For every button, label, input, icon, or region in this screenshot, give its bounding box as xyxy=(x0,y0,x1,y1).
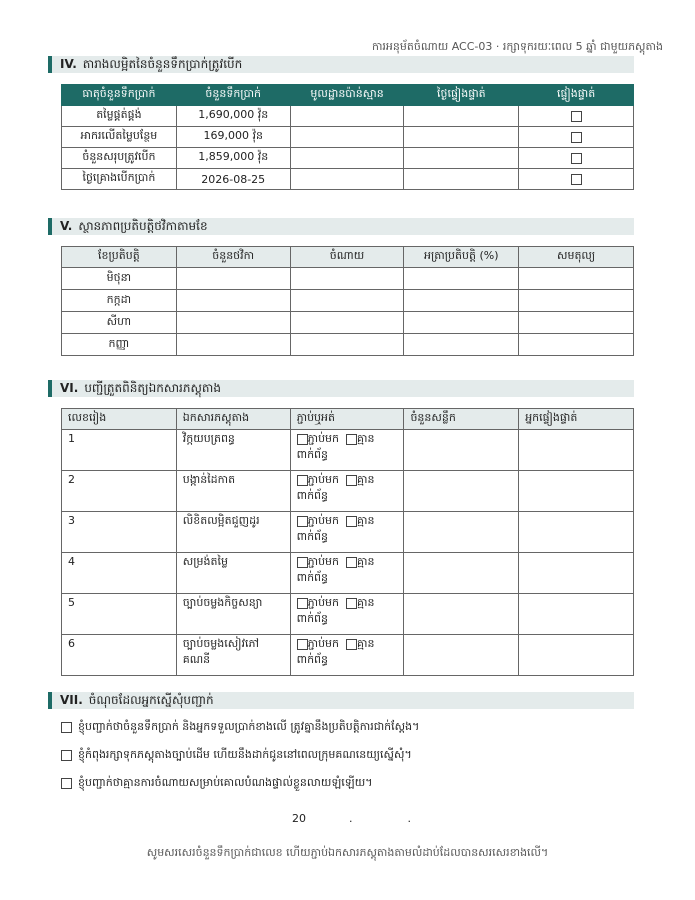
document-name: ច្បាប់ចម្លងសៀវភៅគណនី xyxy=(176,635,290,676)
amount-cell: 1,859,000 វ៉ុន xyxy=(176,148,290,169)
table-row xyxy=(62,512,634,553)
verifier-cell[interactable] xyxy=(519,635,634,676)
table-header-row xyxy=(62,247,634,268)
section-6-heading xyxy=(48,380,634,397)
verify-date-cell[interactable] xyxy=(404,127,519,148)
column-header: អត្រាប្រតិបត្តិ (%) xyxy=(404,247,519,268)
document-name: វិក្កយបត្រពន្ធ xyxy=(176,430,290,471)
verifier-cell[interactable] xyxy=(519,430,634,471)
column-header: អ្នកផ្ទៀងផ្ទាត់ xyxy=(519,409,634,430)
attached-checkbox[interactable] xyxy=(297,475,308,486)
date-line xyxy=(292,812,411,825)
verify-cell xyxy=(519,169,634,190)
column-header: មូលដ្ឋានប៉ាន់ស្មាន xyxy=(290,85,404,106)
month-cell: កញ្ញា xyxy=(62,334,177,356)
section-5-heading xyxy=(48,218,634,235)
rate-cell[interactable] xyxy=(404,334,519,356)
none-checkbox[interactable] xyxy=(346,434,357,445)
item-cell: អាករលើតម្លៃបន្ថែម xyxy=(62,127,177,148)
month-cell: កក្កដា xyxy=(62,290,177,312)
column-header: ចំនួនថវិកា xyxy=(176,247,290,268)
basis-cell[interactable] xyxy=(290,106,404,127)
table-row xyxy=(62,290,634,312)
column-header: ចំណាយ xyxy=(290,247,404,268)
sheet-count-cell[interactable] xyxy=(404,553,519,594)
balance-cell[interactable] xyxy=(519,312,634,334)
balance-cell[interactable] xyxy=(519,268,634,290)
table-row xyxy=(62,268,634,290)
budget-cell[interactable] xyxy=(176,334,290,356)
column-header: លេខរៀង xyxy=(62,409,177,430)
attach-cell: ភ្ជាប់មក គ្មាន ពាក់ព័ន្ធ xyxy=(290,553,404,594)
attach-cell: ភ្ជាប់មក គ្មាន ពាក់ព័ន្ធ xyxy=(290,512,404,553)
amount-cell: 1,690,000 វ៉ុន xyxy=(176,106,290,127)
table-row xyxy=(62,106,634,127)
none-checkbox[interactable] xyxy=(346,516,357,527)
none-checkbox[interactable] xyxy=(346,598,357,609)
sheet-count-cell[interactable] xyxy=(404,512,519,553)
checkbox[interactable] xyxy=(571,174,582,185)
sheet-count-cell[interactable] xyxy=(404,635,519,676)
section-7-heading xyxy=(48,692,634,709)
checkbox[interactable] xyxy=(571,153,582,164)
verify-cell xyxy=(519,106,634,127)
section-4-heading xyxy=(48,56,634,73)
document-name: សម្រង់តម្លៃ xyxy=(176,553,290,594)
table-row xyxy=(62,430,634,471)
row-number: 2 xyxy=(62,471,177,512)
verifier-cell[interactable] xyxy=(519,512,634,553)
rate-cell[interactable] xyxy=(404,268,519,290)
column-header: ផ្ទៀងផ្ទាត់ xyxy=(519,85,634,106)
section-title: ចំណុចដែលអ្នកស្នើសុំបញ្ជាក់ xyxy=(88,693,214,707)
attached-checkbox[interactable] xyxy=(297,598,308,609)
section-number: VII. xyxy=(60,693,83,707)
column-header: ចំនួនទឹកប្រាក់ xyxy=(176,85,290,106)
budget-cell[interactable] xyxy=(176,312,290,334)
verify-date-cell[interactable] xyxy=(404,148,519,169)
confirmation-item: ខ្ញុំបញ្ជាក់ថាគ្មានការចំណាយសម្រាប់គោលបំណងផ្ទាល់ខ្លួនលាយឡំឡើយ។ xyxy=(61,776,372,792)
basis-cell[interactable] xyxy=(290,127,404,148)
attach-cell: ភ្ជាប់មក គ្មាន ពាក់ព័ន្ធ xyxy=(290,635,404,676)
row-number: 5 xyxy=(62,594,177,635)
item-cell: ចំនួនសរុបត្រូវបើក xyxy=(62,148,177,169)
checkbox[interactable] xyxy=(61,778,72,789)
amount-cell: 2026-08-25 xyxy=(176,169,290,190)
monthly-budget-table xyxy=(61,246,634,356)
budget-cell[interactable] xyxy=(176,268,290,290)
table-row xyxy=(62,635,634,676)
expense-cell[interactable] xyxy=(290,312,404,334)
expense-cell[interactable] xyxy=(290,334,404,356)
column-header: ឯកសារភស្តុតាង xyxy=(176,409,290,430)
verify-date-cell[interactable] xyxy=(404,169,519,190)
column-header: សមតុល្យ xyxy=(519,247,634,268)
table-row xyxy=(62,471,634,512)
section-title: តារាងលម្អិតនៃចំនួនទឹកប្រាក់ត្រូវបើក xyxy=(82,57,243,71)
checkbox[interactable] xyxy=(571,132,582,143)
expense-cell[interactable] xyxy=(290,290,404,312)
column-header: ថ្ងៃផ្ទៀងផ្ទាត់ xyxy=(404,85,519,106)
amount-detail-table xyxy=(61,84,634,190)
item-cell: តម្លៃផ្គត់ផ្គង់ xyxy=(62,106,177,127)
basis-cell[interactable] xyxy=(290,169,404,190)
balance-cell[interactable] xyxy=(519,290,634,312)
table-row xyxy=(62,127,634,148)
rate-cell[interactable] xyxy=(404,312,519,334)
section-number: VI. xyxy=(60,381,79,395)
month-cell: មិថុនា xyxy=(62,268,177,290)
attached-checkbox[interactable] xyxy=(297,434,308,445)
verify-cell xyxy=(519,127,634,148)
section-title: បញ្ជីត្រួតពិនិត្យឯកសារភស្តុតាង xyxy=(84,381,221,395)
date-separator: . xyxy=(349,812,353,825)
document-name: លិខិតលម្អិតជួញដូរ xyxy=(176,512,290,553)
sheet-count-cell[interactable] xyxy=(404,430,519,471)
section-number: V. xyxy=(60,219,73,233)
row-number: 6 xyxy=(62,635,177,676)
document-header: ការអនុម័តចំណាយ ACC-03 · រក្សាទុករយៈពេល 5 ឆ្នាំ ជាមួយភស្តុតាង xyxy=(371,40,663,53)
row-number: 1 xyxy=(62,430,177,471)
row-number: 4 xyxy=(62,553,177,594)
column-header: ចំនួនសន្លឹក xyxy=(404,409,519,430)
table-row xyxy=(62,169,634,190)
checkbox[interactable] xyxy=(571,111,582,122)
table-header-row xyxy=(62,409,634,430)
none-checkbox[interactable] xyxy=(346,475,357,486)
footer-note: សូមសរសេរចំនួនទឹកប្រាក់ជាលេខ ហើយភ្ជាប់ឯកសារភស្តុតាងតាមលំដាប់ដែលបានសរសេរខាងលើ។ xyxy=(146,846,549,859)
verifier-cell[interactable] xyxy=(519,553,634,594)
document-name: បង្កាន់ដៃកាត xyxy=(176,471,290,512)
row-number: 3 xyxy=(62,512,177,553)
month-cell: សីហា xyxy=(62,312,177,334)
checkbox[interactable] xyxy=(61,722,72,733)
expense-cell[interactable] xyxy=(290,268,404,290)
balance-cell[interactable] xyxy=(519,334,634,356)
table-row xyxy=(62,553,634,594)
attach-cell: ភ្ជាប់មក គ្មាន ពាក់ព័ន្ធ xyxy=(290,430,404,471)
confirmation-item: ខ្ញុំបញ្ជាក់ថាចំនួនទឹកប្រាក់ និងអ្នកទទួលប្រាក់ខាងលើ ត្រូវគ្នានឹងប្រតិបត្តិការជាក់ស្តែង។ xyxy=(61,720,419,736)
attached-checkbox[interactable] xyxy=(297,639,308,650)
table-header-row xyxy=(62,85,634,106)
date-separator: . xyxy=(407,812,411,825)
rate-cell[interactable] xyxy=(404,290,519,312)
attach-cell: ភ្ជាប់មក គ្មាន ពាក់ព័ន្ធ xyxy=(290,471,404,512)
confirmation-item: ខ្ញុំកំពុងរក្សាទុកភស្តុតាងច្បាប់ដើម ហើយនឹងដាក់ជូននៅពេលក្រុមគណនេយ្យស្នើសុំ។ xyxy=(61,748,412,764)
attached-checkbox[interactable] xyxy=(297,557,308,568)
budget-cell[interactable] xyxy=(176,290,290,312)
attach-cell: ភ្ជាប់មក គ្មាន ពាក់ព័ន្ធ xyxy=(290,594,404,635)
none-checkbox[interactable] xyxy=(346,557,357,568)
evidence-checklist-table xyxy=(61,408,634,676)
table-row xyxy=(62,312,634,334)
basis-cell[interactable] xyxy=(290,148,404,169)
verify-date-cell[interactable] xyxy=(404,106,519,127)
year-prefix: 20 xyxy=(292,812,306,825)
attached-checkbox[interactable] xyxy=(297,516,308,527)
section-number: IV. xyxy=(60,57,77,71)
table-row xyxy=(62,148,634,169)
sheet-count-cell[interactable] xyxy=(404,471,519,512)
document-name: ច្បាប់ចម្លងកិច្ចសន្យា xyxy=(176,594,290,635)
verifier-cell[interactable] xyxy=(519,471,634,512)
amount-cell: 169,000 វ៉ុន xyxy=(176,127,290,148)
sheet-count-cell[interactable] xyxy=(404,594,519,635)
column-header: ធាតុចំនួនទឹកប្រាក់ xyxy=(62,85,177,106)
section-title: ស្ថានភាពប្រតិបត្តិថវិកាតាមខែ xyxy=(78,219,208,233)
none-checkbox[interactable] xyxy=(346,639,357,650)
column-header: ភ្ជាប់ឬអត់ xyxy=(290,409,404,430)
column-header: ខែប្រតិបត្តិ xyxy=(62,247,177,268)
item-cell: ថ្ងៃគ្រោងបើកប្រាក់ xyxy=(62,169,177,190)
table-row xyxy=(62,594,634,635)
verifier-cell[interactable] xyxy=(519,594,634,635)
checkbox[interactable] xyxy=(61,750,72,761)
verify-cell xyxy=(519,148,634,169)
table-row xyxy=(62,334,634,356)
